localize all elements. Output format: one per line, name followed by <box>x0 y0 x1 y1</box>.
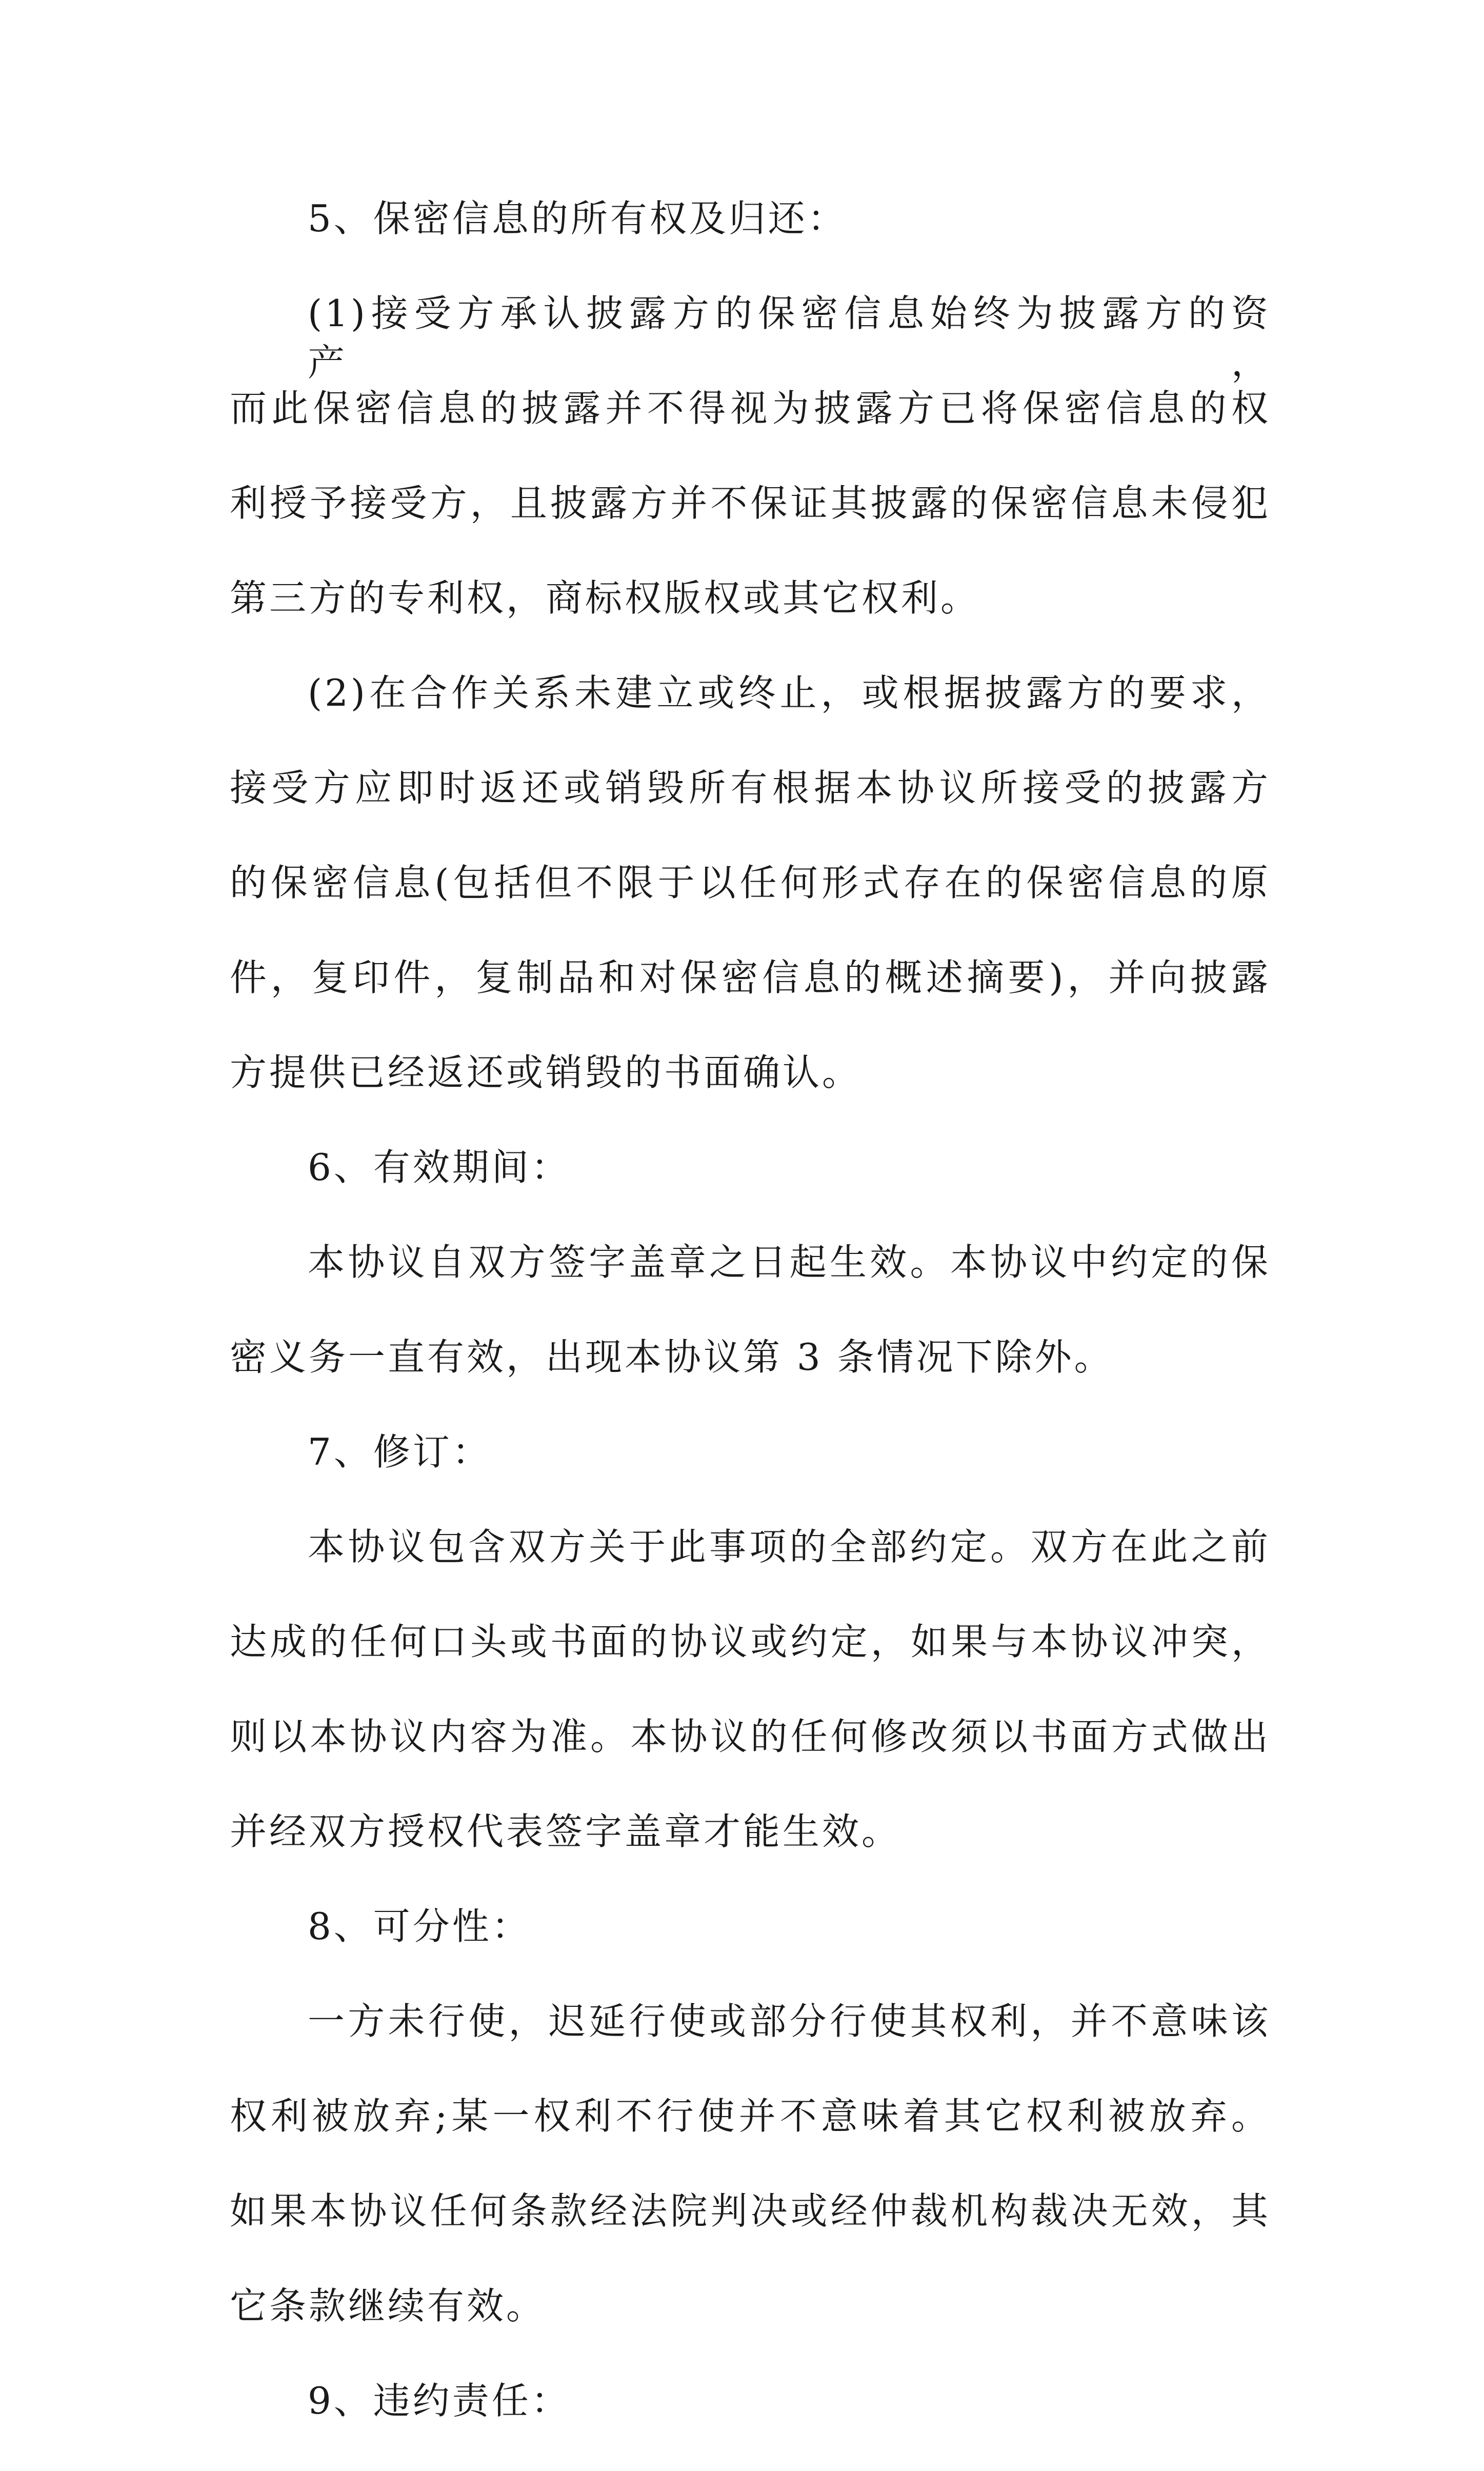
paragraph-line: 而此保密信息的披露并不得视为披露方已将保密信息的权 <box>230 387 1271 430</box>
document-body <box>230 194 1271 2471</box>
section-heading-breach: 9、违约责任： <box>308 2379 571 2422</box>
paragraph-line: 的保密信息(包括但不限于以任何形式存在的保密信息的原 <box>230 861 1271 904</box>
section-heading-ownership: 5、保密信息的所有权及归还： <box>308 197 847 240</box>
paragraph-line: 达成的任何口头或书面的协议或约定，如果与本协议冲突， <box>230 1620 1271 1663</box>
paragraph-line: 它条款继续有效。 <box>230 2284 546 2327</box>
section-heading-severability: 8、可分性： <box>308 1905 531 1948</box>
paragraph-line: 件，复印件，复制品和对保密信息的概述摘要)，并向披露 <box>230 956 1271 999</box>
paragraph-line: 本协议包含双方关于此事项的全部约定。双方在此之前 <box>308 1525 1271 1568</box>
paragraph-line: 如果本协议任何条款经法院判决或经仲裁机构裁决无效，其 <box>230 2189 1271 2233</box>
paragraph-line: 方提供已经返还或销毁的书面确认。 <box>230 1051 862 1094</box>
paragraph-line: 权利被放弃;某一权利不行使并不意味着其它权利被放弃。 <box>230 2095 1271 2138</box>
paragraph-line: (2)在合作关系未建立或终止，或根据披露方的要求， <box>308 671 1271 714</box>
paragraph-line: 利授予接受方，且披露方并不保证其披露的保密信息未侵犯 <box>230 482 1271 525</box>
paragraph-line: 则以本协议内容为准。本协议的任何修改须以书面方式做出 <box>230 1715 1271 1758</box>
paragraph-line: 接受方应即时返还或销毁所有根据本协议所接受的披露方 <box>230 766 1271 809</box>
paragraph-line: 一方未行使，迟延行使或部分行使其权利，并不意味该 <box>308 2000 1271 2043</box>
section-heading-amendment: 7、修订： <box>308 1430 492 1473</box>
section-heading-validity: 6、有效期间： <box>308 1146 571 1189</box>
paragraph-line: 密义务一直有效，出现本协议第 3 条情况下除外。 <box>230 1336 1114 1379</box>
paragraph-line: 本协议自双方签字盖章之日起生效。本协议中约定的保 <box>308 1241 1271 1284</box>
paragraph-line: (1)接受方承认披露方的保密信息始终为披露方的资产， <box>308 292 1271 384</box>
paragraph-line: 第三方的专利权，商标权版权或其它权利。 <box>230 576 980 620</box>
paragraph-line: 并经双方授权代表签字盖章才能生效。 <box>230 1810 901 1853</box>
